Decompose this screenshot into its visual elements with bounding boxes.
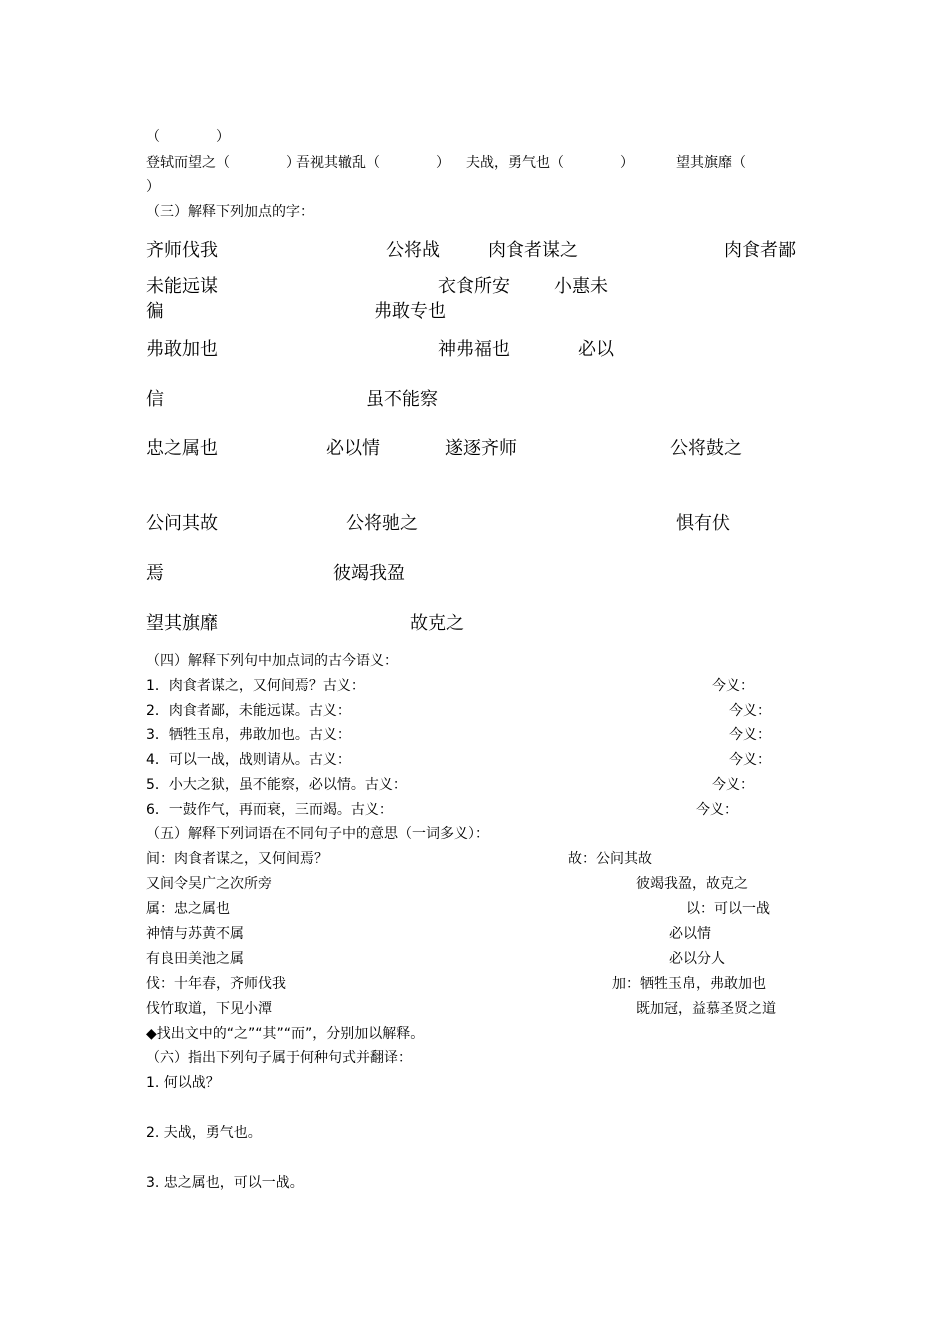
polysemy-right: 故：公问其故	[568, 851, 652, 867]
word-item: 衣食所安	[438, 276, 510, 297]
polysemy-right: 以：可以一战	[686, 901, 770, 917]
gujin-row: 1．肉食者谋之，又何间焉？古义：	[146, 678, 365, 694]
gujin-row: 3．牺牲玉帛，弗敢加也。古义：	[146, 727, 351, 743]
jinyi-label: 今义：	[729, 703, 771, 719]
section-3-heading: （三）解释下列加点的字：	[146, 204, 314, 220]
polysemy-left: 神情与苏黄不属	[146, 926, 244, 942]
blank-top: （ ）	[146, 129, 230, 145]
fill-blank-4: 望其旗靡（	[676, 155, 746, 171]
word-item: 必以	[578, 339, 614, 360]
word-item: 弗敢加也	[146, 339, 218, 360]
word-item: 公问其故	[146, 513, 218, 534]
polysemy-left: 伐竹取道，下见小潭	[146, 1001, 272, 1017]
gujin-row: 4．可以一战，战则请从。古义：	[146, 752, 351, 768]
polysemy-left: 间：肉食者谋之，又何间焉？	[146, 851, 328, 867]
section-5-heading: （五）解释下列词语在不同句子中的意思（一词多义）：	[146, 826, 489, 842]
word-item: 肉食者谋之	[488, 240, 578, 261]
word-item: 信	[146, 389, 164, 410]
word-item: 齐师伐我	[146, 240, 218, 261]
fill-blank-2: 吾视其辙乱（ ）	[296, 155, 450, 171]
word-item: 小惠未	[554, 276, 608, 297]
word-item: 公将鼓之	[670, 438, 742, 459]
jinyi-label: 今义：	[712, 777, 754, 793]
word-item: 故克之	[410, 613, 464, 634]
gujin-row: 5．小大之狱，虽不能察，必以情。古义：	[146, 777, 407, 793]
word-item: 徧	[146, 301, 164, 322]
word-item: 忠之属也	[146, 438, 218, 459]
fill-blank-3: 夫战，勇气也（ ）	[466, 155, 634, 171]
word-item: 望其旗靡	[146, 613, 218, 634]
word-item: 未能远谋	[146, 276, 218, 297]
word-item: 彼竭我盈	[333, 563, 405, 584]
polysemy-right: 彼竭我盈，故克之	[636, 876, 748, 892]
word-item: 公将战	[386, 240, 440, 261]
polysemy-right: 必以情	[669, 926, 711, 942]
gujin-row: 6．一鼓作气，再而衰，三而竭。古义：	[146, 802, 393, 818]
polysemy-left: 伐：十年春，齐师伐我	[146, 976, 286, 992]
jinyi-label: 今义：	[712, 678, 754, 694]
word-item: 公将驰之	[346, 513, 418, 534]
task-note: ◆找出文中的“之”“其”“而”，分别加以解释。	[146, 1026, 425, 1042]
gujin-row: 2．肉食者鄙，未能远谋。古义：	[146, 703, 351, 719]
sentence-item: 1. 何以战？	[146, 1075, 220, 1091]
section-4-heading: （四）解释下列句中加点词的古今语义：	[146, 653, 398, 669]
jinyi-label: 今义：	[696, 802, 738, 818]
word-item: 肉食者鄙	[724, 240, 796, 261]
jinyi-label: 今义：	[729, 752, 771, 768]
fill-blank-4-close: ）	[146, 179, 160, 195]
section-6-heading: （六）指出下列句子属于何种句式并翻译：	[146, 1050, 412, 1066]
polysemy-left: 属：忠之属也	[146, 901, 230, 917]
polysemy-left: 有良田美池之属	[146, 951, 244, 967]
jinyi-label: 今义：	[729, 727, 771, 743]
word-item: 焉	[146, 563, 164, 584]
word-item: 必以情	[326, 438, 380, 459]
polysemy-left: 又间令吴广之次所旁	[146, 876, 272, 892]
word-item: 虽不能察	[366, 389, 438, 410]
polysemy-right: 必以分人	[669, 951, 725, 967]
word-item: 惧有伏	[676, 513, 730, 534]
sentence-item: 2. 夫战，勇气也。	[146, 1125, 262, 1141]
word-item: 遂逐齐师	[445, 438, 517, 459]
polysemy-right: 加：牺牲玉帛，弗敢加也	[612, 976, 766, 992]
word-item: 神弗福也	[438, 339, 510, 360]
sentence-item: 3. 忠之属也，可以一战。	[146, 1175, 304, 1191]
fill-blank-1: 登轼而望之（ ）	[146, 155, 300, 171]
polysemy-right: 既加冠，益慕圣贤之道	[636, 1001, 776, 1017]
word-item: 弗敢专也	[374, 301, 446, 322]
